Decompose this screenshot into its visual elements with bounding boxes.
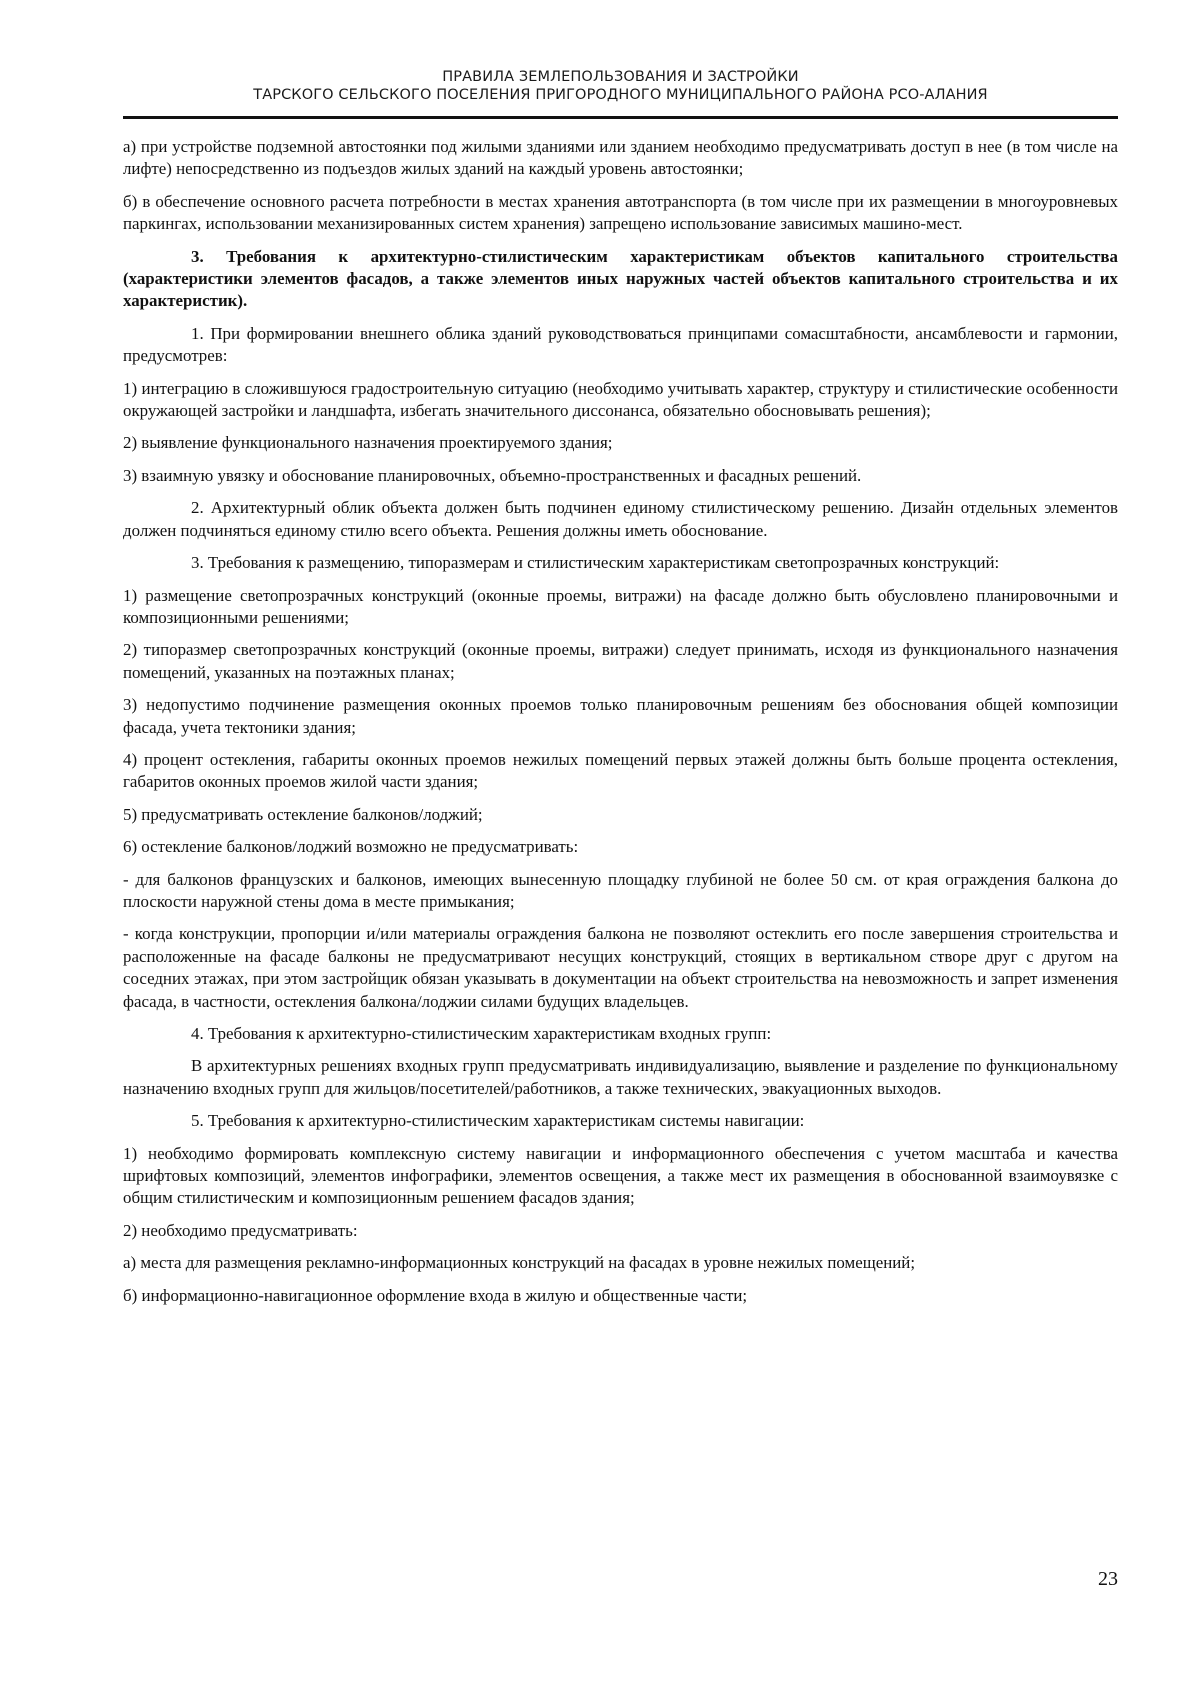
page-number: 23 — [1098, 1568, 1118, 1590]
running-header-line-2: ТАРСКОГО СЕЛЬСКОГО ПОСЕЛЕНИЯ ПРИГОРОДНОГО МУНИЦИПАЛЬНОГО РАЙОНА РСО-АЛАНИЯ — [253, 87, 988, 103]
running-header — [123, 68, 1118, 104]
list-item-provide: 2) необходимо предусматривать: — [123, 1220, 358, 1240]
paragraph-1-exterior-appearance: 1. При формировании внешнего облика зданий руководствоваться принципами сомасштабности, ансамблевости и гармонии, предусмотрев: — [123, 323, 1118, 366]
list-item-balcony-glazing: 5) предусматривать остекление балконов/лоджий; — [123, 804, 483, 824]
page-body — [123, 136, 1118, 1317]
list-item-integration: 1) интеграцию в сложившуюся градостроительную ситуацию (необходимо учитывать характер, структуру и стилистические особенности окружающей застройки и ландшафта, избегать значительного диссонанса, обязательно обосновывать решения); — [123, 378, 1118, 421]
paragraph-5-navigation: 5. Требования к архитектурно-стилистическим характеристикам системы навигации: — [191, 1111, 805, 1131]
paragraph-b-parking-spaces: б) в обеспечение основного расчета потребности в местах хранения автотранспорта (в том числе при их размещении в многоуровневых паркингах, использовании механизированных систем хранения) запрещено использование зависимых машино-мест. — [123, 191, 1118, 234]
list-item-function: 2) выявление функционального назначения проектируемого здания; — [123, 433, 613, 453]
dash-item-french-balconies: - для балконов французских и балконов, имеющих вынесенную площадку глубиной не более 50 см. от края ограждения балкона до плоскости наружной стены дома в месте примыкания; — [123, 869, 1118, 911]
list-item-window-placement: 3) недопустимо подчинение размещения оконных проемов только планировочным решениям без обоснования общей композиции фасада, учета тектоники здания; — [123, 695, 1118, 737]
list-item-placement: 1) размещение светопрозрачных конструкций (оконные проемы, витражи) на фасаде должно быть обусловлено планировочными и композиционными решениями; — [123, 585, 1118, 627]
list-item-navigation-system: 1) необходимо формировать комплексную систему навигации и информационного обеспечения с учетом масштаба и качества шрифтовых композиций, элементов инфографики, элементов освещения, а также мест их размещения в обоснованной взаимоувязке с общим стилистическим и композиционным решением фасадов здания; — [123, 1143, 1118, 1208]
list-item-coordination: 3) взаимную увязку и обоснование планировочных, объемно-пространственных и фасадных решений. — [123, 465, 862, 485]
running-header-line-1: ПРАВИЛА ЗЕМЛЕПОЛЬЗОВАНИЯ И ЗАСТРОЙКИ — [442, 69, 799, 85]
list-item-glazing-percent: 4) процент остекления, габариты оконных проемов нежилых помещений первых этажей должны быть больше процента остекления, габаритов оконных проемов жилой части здания; — [123, 749, 1118, 792]
list-item-size: 2) типоразмер светопрозрачных конструкций (оконные проемы, витражи) следует принимать, исходя из функционального назначения помещений, указанных на поэтажных планах; — [123, 640, 1118, 682]
list-item-entrance-design: б) информационно-навигационное оформление входа в жилую и общественные части; — [123, 1285, 748, 1305]
header-rule — [123, 116, 1118, 119]
list-item-advertising-places: а) места для размещения рекламно-информационных конструкций на фасадах в уровне нежилых помещений; — [123, 1253, 916, 1273]
dash-item-constructions: - когда конструкции, пропорции и/или материалы ограждения балкона не позволяют остеклить его после завершения строительства и расположенные на фасаде балконы не предусматривают несущих конструкций, стоящих в вертикальном створе друг с другом на соседних этажах, при этом застройщик обязан указывать в документации на объект строительства на невозможность и запрет изменения фасада, в частности, остекления балкона/лоджии силами будущих владельцев. — [123, 924, 1118, 1011]
paragraph-4-entrance-groups: 4. Требования к архитектурно-стилистическим характеристикам входных групп: — [191, 1024, 772, 1043]
paragraph-entrance-details: В архитектурных решениях входных групп предусматривать индивидуализацию, выявление и разделение по функциональному назначению входных групп для жильцов/посетителей/работников, а также технических, эвакуационных выходов. — [123, 1056, 1118, 1098]
paragraph-2-style: 2. Архитектурный облик объекта должен быть подчинен единому стилистическому решению. Дизайн отдельных элементов должен подчиняться единому стилю всего объекта. Решения должны иметь обоснование. — [123, 498, 1118, 540]
paragraph-a-underground-parking: а) при устройстве подземной автостоянки под жилыми зданиями или зданием необходимо предусматривать доступ в нее (в том числе на лифте) непосредственно из подъездов жилых зданий на каждый уровень автостоянки; — [123, 137, 1118, 179]
paragraph-3-translucent-structures: 3. Требования к размещению, типоразмерам и стилистическим характеристикам светопрозрачных конструкций: — [191, 553, 1000, 573]
list-item-glazing-optional: 6) остекление балконов/лоджий возможно не предусматривать: — [123, 837, 579, 857]
section-heading-3: 3. Требования к архитектурно-стилистическим характеристикам объектов капитального строительства (характеристики элементов фасадов, а также элементов иных наружных частей объектов капитального строительства и их характеристик). — [123, 246, 1118, 311]
